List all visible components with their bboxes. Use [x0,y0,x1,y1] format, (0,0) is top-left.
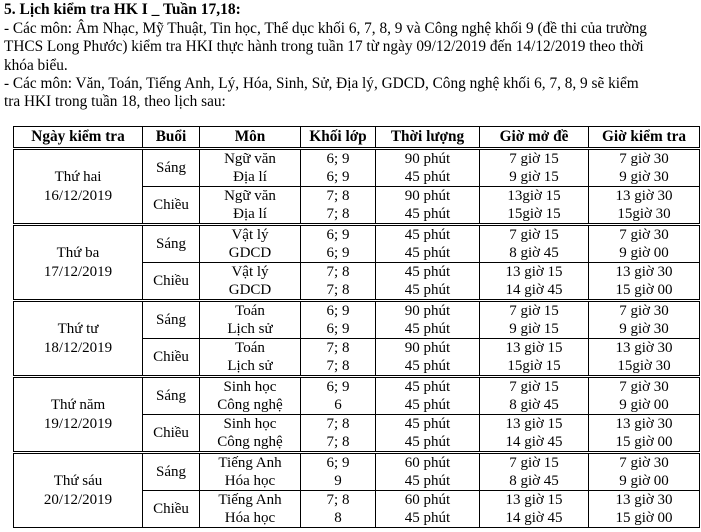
exam-schedule-table [13,126,700,528]
grade-cell [301,187,376,225]
open-time-cell [480,377,589,415]
open-time-cell-line: 13giờ 15 [507,188,561,204]
open-time-cell-line: 14 giờ 45 [505,282,563,298]
open-time-cell [480,187,589,225]
open-time-cell [480,415,589,453]
exam-time-cell [589,301,700,339]
exam-time-cell-line: 15giờ 30 [617,358,671,374]
duration-cell [376,149,480,187]
open-time-cell-line: 7 giờ 15 [509,455,559,471]
exam-time-cell [589,225,700,263]
subject-cell [200,149,301,187]
subject-cell-line: Công nghệ [217,397,283,413]
para1-line2: THCS Long Phước) kiểm tra HKI thực hành trong tuần 17 từ ngày 09/12/2019 đến 14/12/2019 theo thời [4,38,644,55]
exam-time-cell-line: 7 giờ 30 [619,151,669,167]
session-cell: Sáng [143,301,200,339]
subject-cell-line: Ngữ văn [224,151,276,167]
para1-line3: khóa biểu. [4,57,68,74]
day-date: 19/12/2019 [43,415,113,432]
exam-time-cell-line: 9 giờ 00 [619,245,669,261]
duration-cell [376,377,480,415]
grade-cell [301,149,376,187]
session-cell: Chiều [143,415,200,453]
grade-cell-line: 8 [334,510,342,526]
duration-cell-line: 90 phút [404,340,451,356]
table-header-row [14,127,700,149]
duration-cell-line: 45 phút [404,321,451,337]
duration-cell-line: 45 phút [404,416,451,432]
open-time-cell [480,301,589,339]
session-cell: Chiều [143,263,200,301]
duration-cell [376,491,480,528]
section-heading: 5. Lịch kiểm tra HK I _ Tuần 17,18: [4,1,241,18]
exam-time-cell [589,263,700,301]
open-time-cell-line: 14 giờ 45 [505,434,563,450]
grade-cell-line: 6; 9 [326,245,350,261]
grade-cell-line: 6; 9 [326,151,350,167]
grade-cell [301,301,376,339]
open-time-cell-line: 15giờ 15 [507,358,561,374]
day-name: Thứ tư [57,320,99,337]
duration-cell-line: 45 phút [404,206,451,222]
grade-cell-line: 7; 8 [326,434,350,450]
exam-time-cell-line: 9 giờ 30 [619,321,669,337]
duration-cell-line: 45 phút [404,379,451,395]
grade-cell-line: 7; 8 [326,416,350,432]
grade-cell [301,377,376,415]
duration-cell [376,301,480,339]
subject-cell-line: Toán [235,303,265,319]
open-time-cell-line: 13 giờ 15 [505,264,563,280]
grade-cell-line: 6; 9 [326,303,350,319]
header-cell: Ngày kiểm tra [14,127,143,149]
subject-cell [200,301,301,339]
subject-cell-line: Sinh học [223,416,277,432]
table-row [14,453,700,491]
table-row [14,377,700,415]
day-cell [14,453,143,528]
header-cell: Thời lượng [376,127,480,149]
open-time-cell-line: 7 giờ 15 [509,151,559,167]
session-cell: Chiều [143,339,200,377]
exam-time-cell-line: 9 giờ 00 [619,397,669,413]
day-cell [14,225,143,301]
subject-cell [200,453,301,491]
grade-cell-line: 7; 8 [326,206,350,222]
exam-time-cell-line: 13 giờ 30 [615,340,673,356]
open-time-cell-line: 13 giờ 15 [505,492,563,508]
open-time-cell-line: 7 giờ 15 [509,379,559,395]
exam-time-cell-line: 15 giờ 00 [615,510,673,526]
open-time-cell [480,339,589,377]
exam-time-cell [589,491,700,528]
grade-cell-line: 6; 9 [326,379,350,395]
duration-cell-line: 90 phút [404,188,451,204]
subject-cell [200,415,301,453]
exam-time-cell-line: 13 giờ 30 [615,492,673,508]
duration-cell-line: 45 phút [404,397,451,413]
day-cell [14,301,143,377]
subject-cell [200,225,301,263]
subject-cell-line: Tiếng Anh [218,455,282,471]
session-cell: Sáng [143,149,200,187]
duration-cell-line: 45 phút [404,245,451,261]
exam-time-cell-line: 15giờ 30 [617,206,671,222]
open-time-cell-line: 14 giờ 45 [505,510,563,526]
subject-cell-line: Công nghệ [217,434,283,450]
duration-cell-line: 45 phút [404,434,451,450]
header-cell: Giờ kiểm tra [589,127,700,149]
grade-cell [301,339,376,377]
exam-time-cell [589,453,700,491]
duration-cell-line: 60 phút [404,455,451,471]
para1-line1: - Các môn: Âm Nhạc, Mỹ Thuật, Tin học, Thể dục khối 6, 7, 8, 9 và Công nghệ khối 9 (đề thi của trường [4,20,647,37]
table-row [14,149,700,187]
duration-cell [376,415,480,453]
open-time-cell-line: 15giờ 15 [507,206,561,222]
grade-cell [301,263,376,301]
grade-cell-line: 6; 9 [326,455,350,471]
subject-cell-line: Địa lí [233,169,267,185]
open-time-cell-line: 7 giờ 15 [509,303,559,319]
duration-cell-line: 45 phút [404,510,451,526]
subject-cell [200,263,301,301]
subject-cell [200,377,301,415]
grade-cell [301,225,376,263]
subject-cell-line: Toán [235,340,265,356]
subject-cell-line: Tiếng Anh [218,492,282,508]
grade-cell-line: 6; 9 [326,321,350,337]
open-time-cell [480,225,589,263]
subject-cell-line: GDCD [228,245,272,261]
header-cell: Môn [200,127,301,149]
grade-cell-line: 7; 8 [326,492,350,508]
duration-cell [376,339,480,377]
header-cell: Buổi [143,127,200,149]
duration-cell [376,453,480,491]
day-cell [14,149,143,225]
exam-time-cell [589,415,700,453]
grade-cell-line: 6; 9 [326,227,350,243]
exam-time-cell-line: 7 giờ 30 [619,455,669,471]
exam-time-cell [589,187,700,225]
grade-cell [301,491,376,528]
duration-cell-line: 45 phút [404,227,451,243]
subject-cell [200,187,301,225]
grade-cell-line: 9 [334,473,342,489]
open-time-cell [480,453,589,491]
exam-time-cell-line: 9 giờ 30 [619,169,669,185]
open-time-cell [480,149,589,187]
duration-cell-line: 45 phút [404,473,451,489]
duration-cell [376,263,480,301]
duration-cell-line: 45 phút [404,358,451,374]
day-name: Thứ ba [56,244,100,261]
day-date: 18/12/2019 [43,339,113,356]
para2-line1: - Các môn: Văn, Toán, Tiếng Anh, Lý, Hóa, Sinh, Sử, Địa lý, GDCD, Công nghệ khối 6, 7, 8, 9 sẽ kiểm [4,75,639,92]
open-time-cell-line: 13 giờ 15 [505,416,563,432]
day-date: 17/12/2019 [43,263,113,280]
duration-cell [376,187,480,225]
session-cell: Sáng [143,453,200,491]
exam-time-cell [589,339,700,377]
exam-time-cell-line: 7 giờ 30 [619,303,669,319]
session-cell: Sáng [143,377,200,415]
grade-cell-line: 7; 8 [326,188,350,204]
subject-cell-line: Hóa học [224,473,276,489]
exam-time-cell [589,377,700,415]
duration-cell-line: 60 phút [404,492,451,508]
exam-time-cell-line: 13 giờ 30 [615,416,673,432]
day-name: Thứ năm [50,396,106,413]
subject-cell-line: Vật lý [231,227,269,243]
open-time-cell-line: 7 giờ 15 [509,227,559,243]
day-name: Thứ sáu [53,472,103,489]
subject-cell-line: Lịch sử [227,358,273,374]
session-cell: Chiều [143,491,200,528]
exam-time-cell [589,149,700,187]
session-cell: Chiều [143,187,200,225]
table-row [14,301,700,339]
subject-cell [200,339,301,377]
duration-cell-line: 90 phút [404,303,451,319]
exam-time-cell-line: 7 giờ 30 [619,227,669,243]
session-cell: Sáng [143,225,200,263]
exam-time-cell-line: 7 giờ 30 [619,379,669,395]
grade-cell-line: 6; 9 [326,169,350,185]
open-time-cell-line: 13 giờ 15 [505,340,563,356]
open-time-cell-line: 8 giờ 45 [509,245,559,261]
subject-cell-line: Địa lí [233,206,267,222]
grade-cell-line: 7; 8 [326,340,350,356]
duration-cell-line: 45 phút [404,282,451,298]
subject-cell-line: Vật lý [231,264,269,280]
open-time-cell [480,263,589,301]
grade-cell [301,453,376,491]
exam-time-cell-line: 9 giờ 00 [619,473,669,489]
grade-cell [301,415,376,453]
subject-cell-line: Sinh học [223,379,277,395]
duration-cell-line: 45 phút [404,264,451,280]
open-time-cell-line: 8 giờ 45 [509,473,559,489]
exam-time-cell-line: 13 giờ 30 [615,264,673,280]
open-time-cell-line: 8 giờ 45 [509,397,559,413]
para2-line2: tra HKI trong tuần 18, theo lịch sau: [4,93,226,110]
header-cell: Giờ mở đề [480,127,589,149]
subject-cell-line: Hóa học [224,510,276,526]
subject-cell-line: Lịch sử [227,321,273,337]
exam-time-cell-line: 15 giờ 00 [615,282,673,298]
grade-cell-line: 7; 8 [326,358,350,374]
table-row [14,225,700,263]
open-time-cell [480,491,589,528]
grade-cell-line: 7; 8 [326,282,350,298]
subject-cell [200,491,301,528]
day-date: 16/12/2019 [43,187,113,204]
grade-cell-line: 7; 8 [326,264,350,280]
header-cell: Khối lớp [301,127,376,149]
open-time-cell-line: 9 giờ 15 [509,169,559,185]
subject-cell-line: GDCD [228,282,272,298]
exam-time-cell-line: 13 giờ 30 [615,188,673,204]
day-date: 20/12/2019 [43,491,113,508]
duration-cell [376,225,480,263]
open-time-cell-line: 9 giờ 15 [509,321,559,337]
duration-cell-line: 45 phút [404,169,451,185]
duration-cell-line: 90 phút [404,151,451,167]
day-cell [14,377,143,453]
grade-cell-line: 6 [334,397,342,413]
exam-time-cell-line: 15 giờ 00 [615,434,673,450]
day-name: Thứ hai [54,168,102,185]
subject-cell-line: Ngữ văn [224,188,276,204]
